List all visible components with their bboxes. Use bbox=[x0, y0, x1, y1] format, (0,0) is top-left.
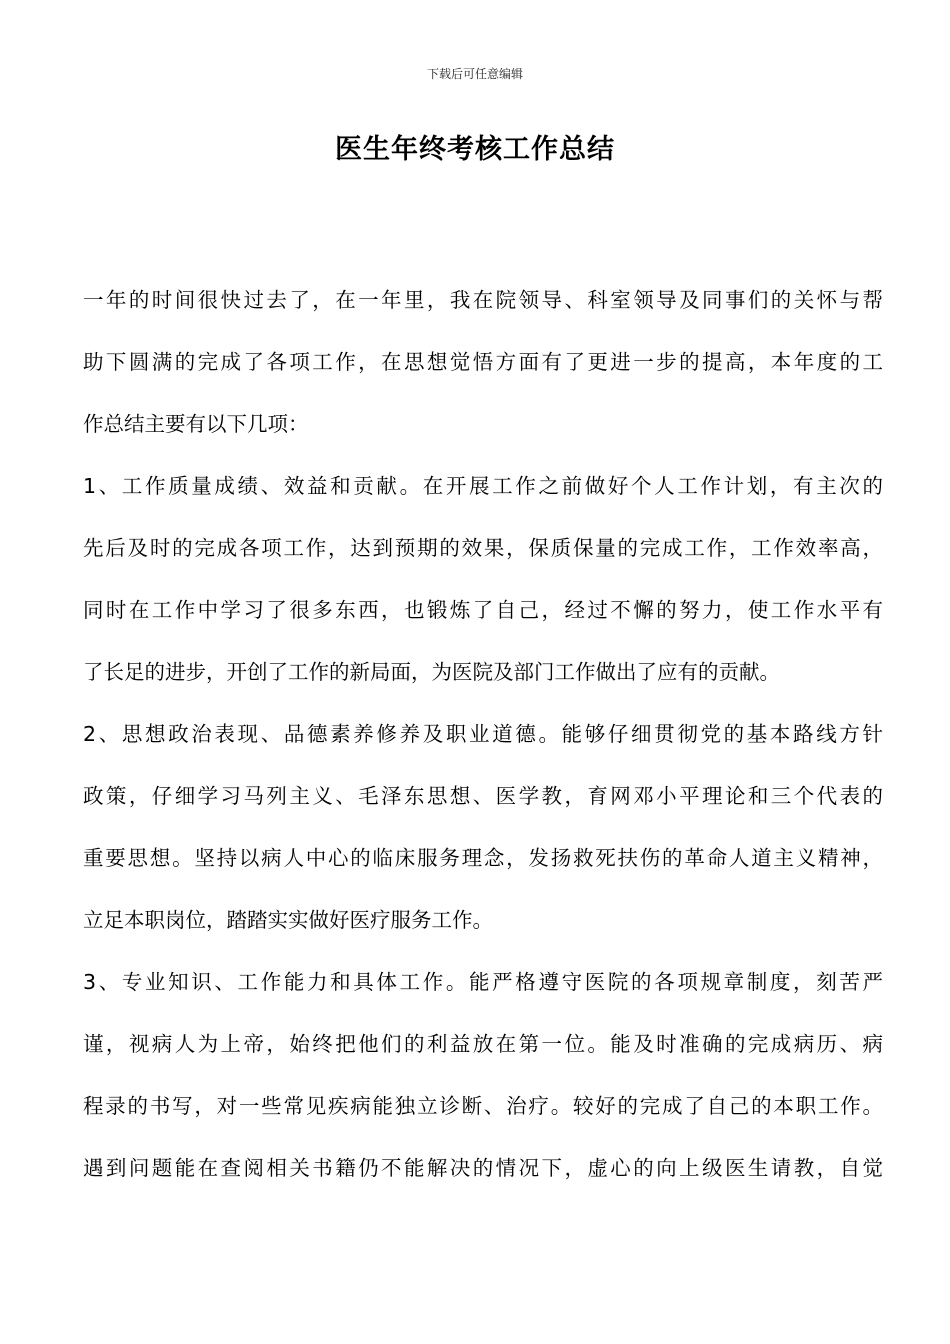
body-line: 3、专业知识、工作能力和具体工作。能严格遵守医院的各项规章制度，刻苦严 bbox=[83, 970, 883, 994]
body-line: 了长足的进步，开创了工作的新局面，为医院及部门工作做出了应有的贡献。 bbox=[83, 660, 780, 684]
body-line: 立足本职岗位，踏踏实实做好医疗服务工作。 bbox=[83, 908, 493, 932]
body-line: 助下圆满的完成了各项工作，在思想觉悟方面有了更进一步的提高，本年度的工 bbox=[83, 350, 883, 374]
body-line: 同时在工作中学习了很多东西，也锻炼了自己，经过不懈的努力，使工作水平有 bbox=[83, 598, 883, 622]
body-line: 谨，视病人为上帝，始终把他们的利益放在第一位。能及时准确的完成病历、病 bbox=[83, 1032, 883, 1056]
body-line: 2、思想政治表现、品德素养修养及职业道德。能够仔细贯彻党的基本路线方针 bbox=[83, 722, 883, 746]
body-line: 重要思想。坚持以病人中心的临床服务理念，发扬救死扶伤的革命人道主义精神， bbox=[83, 846, 883, 870]
body-line: 一年的时间很快过去了，在一年里，我在院领导、科室领导及同事们的关怀与帮 bbox=[83, 288, 883, 312]
body-line: 遇到问题能在查阅相关书籍仍不能解决的情况下，虚心的向上级医生请教，自觉 bbox=[83, 1156, 883, 1180]
body-line: 1、工作质量成绩、效益和贡献。在开展工作之前做好个人工作计划，有主次的 bbox=[83, 474, 883, 498]
body-line: 政策，仔细学习马列主义、毛泽东思想、医学教，育网邓小平理论和三个代表的 bbox=[83, 784, 883, 808]
body-line: 作总结主要有以下几项： bbox=[83, 412, 309, 436]
header-note: 下载后可任意编辑 bbox=[426, 67, 523, 81]
document-title: 医生年终考核工作总结 bbox=[335, 134, 615, 165]
body-line: 程录的书写，对一些常见疾病能独立诊断、治疗。较好的完成了自己的本职工作。 bbox=[83, 1094, 883, 1118]
body-line: 先后及时的完成各项工作，达到预期的效果，保质保量的完成工作，工作效率高， bbox=[83, 536, 883, 560]
document-body bbox=[83, 269, 883, 1199]
